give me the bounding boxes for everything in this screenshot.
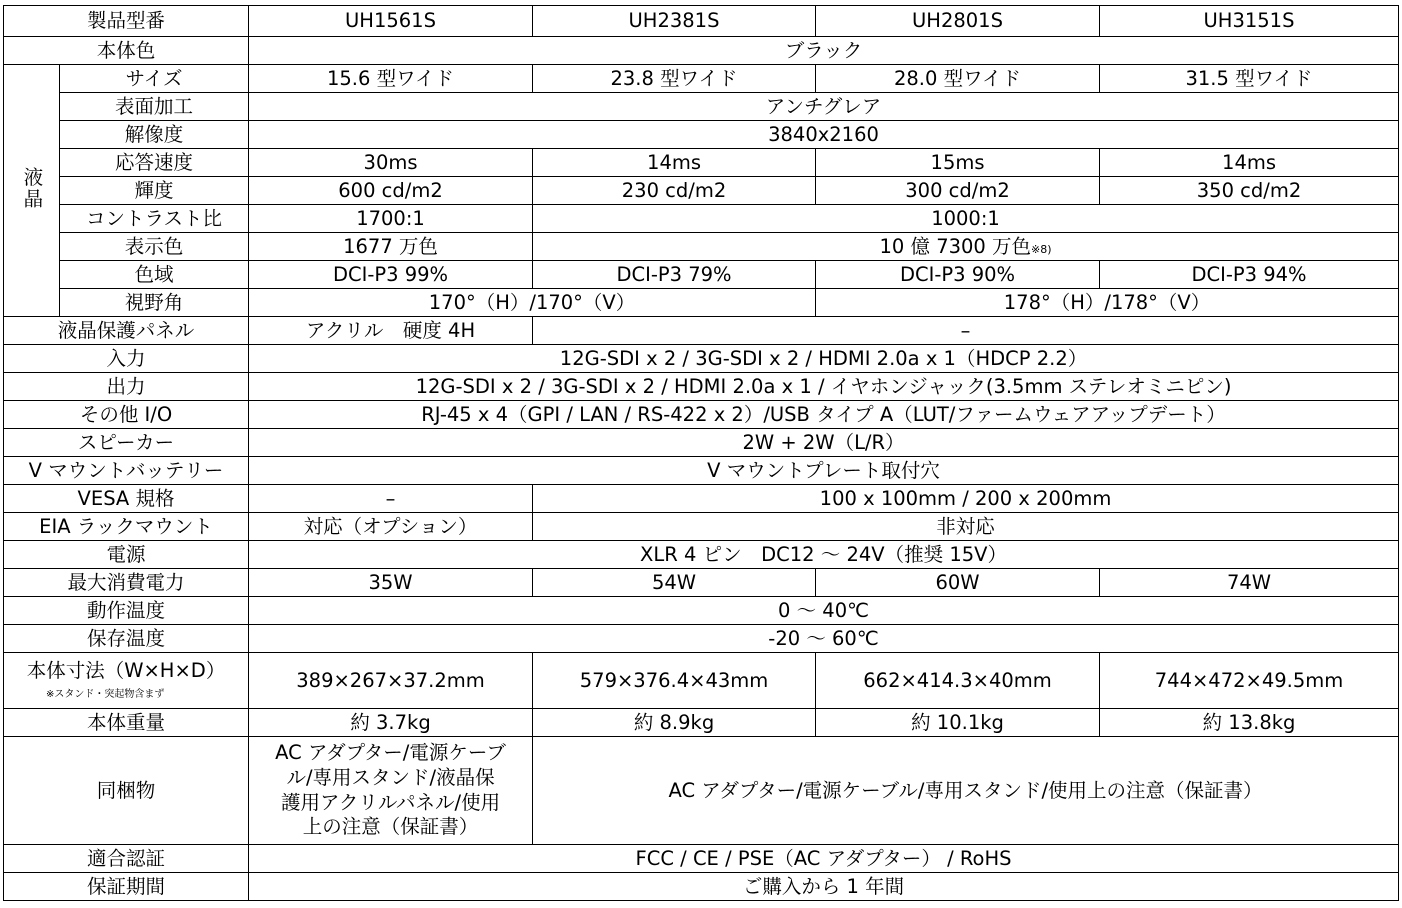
row-bundled xyxy=(4,737,1399,845)
row-resolution xyxy=(4,121,1399,149)
label-response: 応答速度 xyxy=(60,149,249,177)
model-1: UH1561S xyxy=(249,6,533,37)
label-other-io: その他 I/O xyxy=(4,401,249,429)
bundled-line-2: ル/専用スタンド/液晶保 xyxy=(286,765,495,789)
label-resolution: 解像度 xyxy=(60,121,249,149)
value-response-1: 30ms xyxy=(249,149,533,177)
value-size-1: 15.6 型ワイド xyxy=(249,65,533,93)
value-weight-4: 約 13.8kg xyxy=(1100,709,1399,737)
label-gamut: 色域 xyxy=(60,261,249,289)
value-bundled-2: AC アダプター/電源ケーブル/専用スタンド/使用上の注意（保証書） xyxy=(533,737,1399,845)
header-row xyxy=(4,6,1399,37)
value-bundled-1 xyxy=(249,737,533,845)
value-eia-2: 非対応 xyxy=(533,513,1399,541)
value-gamut-2: DCI-P3 79% xyxy=(533,261,816,289)
value-color: ブラック xyxy=(249,37,1399,65)
row-storage-temp xyxy=(4,625,1399,653)
value-gamut-4: DCI-P3 94% xyxy=(1100,261,1399,289)
row-surface xyxy=(4,93,1399,121)
row-weight xyxy=(4,709,1399,737)
value-output: 12G-SDI x 2 / 3G-SDI x 2 / HDMI 2.0a x 1 / イヤホンジャック(3.5mm ステレオミニピン) xyxy=(249,373,1399,401)
value-protect-panel-2: – xyxy=(533,317,1399,345)
value-gamut-3: DCI-P3 90% xyxy=(816,261,1100,289)
value-resolution: 3840x2160 xyxy=(249,121,1399,149)
row-color xyxy=(4,37,1399,65)
value-response-2: 14ms xyxy=(533,149,816,177)
value-display-colors-2 xyxy=(533,233,1399,261)
value-other-io: RJ-45 x 4（GPI / LAN / RS-422 x 2）/USB タイプ A（LUT/ファームウェアアップデート） xyxy=(249,401,1399,429)
row-op-temp xyxy=(4,597,1399,625)
value-max-power-2: 54W xyxy=(533,569,816,597)
value-size-2: 23.8 型ワイド xyxy=(533,65,816,93)
row-size xyxy=(4,65,1399,93)
value-vesa-1: – xyxy=(249,485,533,513)
value-brightness-4: 350 cd/m2 xyxy=(1100,177,1399,205)
spec-table xyxy=(3,5,1399,901)
bundled-line-3: 護用アクリルパネル/使用 xyxy=(280,790,501,814)
row-certification xyxy=(4,845,1399,873)
display-colors-text: 10 億 7300 万色 xyxy=(879,234,1032,258)
label-color: 本体色 xyxy=(4,37,249,65)
value-weight-1: 約 3.7kg xyxy=(249,709,533,737)
value-weight-3: 約 10.1kg xyxy=(816,709,1100,737)
row-max-power xyxy=(4,569,1399,597)
value-protect-panel-1: アクリル 硬度 4H xyxy=(249,317,533,345)
header-label: 製品型番 xyxy=(4,6,249,37)
value-vesa-2: 100 x 100mm / 200 x 200mm xyxy=(533,485,1399,513)
row-vesa xyxy=(4,485,1399,513)
label-warranty: 保証期間 xyxy=(4,873,249,901)
bundled-line-4: 上の注意（保証書） xyxy=(302,815,479,839)
row-warranty xyxy=(4,873,1399,901)
label-speaker: スピーカー xyxy=(4,429,249,457)
value-response-4: 14ms xyxy=(1100,149,1399,177)
bundled-line-1: AC アダプター/電源ケーブ xyxy=(275,741,506,765)
row-input xyxy=(4,345,1399,373)
row-power xyxy=(4,541,1399,569)
row-protect-panel xyxy=(4,317,1399,345)
value-contrast-1: 1700:1 xyxy=(249,205,533,233)
value-max-power-1: 35W xyxy=(249,569,533,597)
value-size-4: 31.5 型ワイド xyxy=(1100,65,1399,93)
value-response-3: 15ms xyxy=(816,149,1100,177)
label-protect-panel: 液晶保護パネル xyxy=(4,317,249,345)
dimensions-note: ※スタンド・突起物含まず xyxy=(46,688,165,700)
value-display-colors-1: 1677 万色 xyxy=(249,233,533,261)
label-contrast: コントラスト比 xyxy=(60,205,249,233)
value-eia-1: 対応（オプション） xyxy=(249,513,533,541)
row-other-io xyxy=(4,401,1399,429)
label-viewing-angle: 視野角 xyxy=(60,289,249,317)
value-v-mount: V マウントプレート取付穴 xyxy=(249,457,1399,485)
value-power: XLR 4 ピン DC12 ～ 24V（推奨 15V） xyxy=(249,541,1399,569)
value-gamut-1: DCI-P3 99% xyxy=(249,261,533,289)
label-input: 入力 xyxy=(4,345,249,373)
value-dimensions-2: 579×376.4×43mm xyxy=(533,653,816,709)
model-3: UH2801S xyxy=(816,6,1100,37)
row-speaker xyxy=(4,429,1399,457)
row-v-mount xyxy=(4,457,1399,485)
row-brightness xyxy=(4,177,1399,205)
label-weight: 本体重量 xyxy=(4,709,249,737)
row-eia xyxy=(4,513,1399,541)
label-op-temp: 動作温度 xyxy=(4,597,249,625)
label-power: 電源 xyxy=(4,541,249,569)
lcd-category-label: 液晶 xyxy=(20,166,44,210)
value-warranty: ご購入から 1 年間 xyxy=(249,873,1399,901)
value-dimensions-3: 662×414.3×40mm xyxy=(816,653,1100,709)
value-contrast-2: 1000:1 xyxy=(533,205,1399,233)
label-certification: 適合認証 xyxy=(4,845,249,873)
value-speaker: 2W + 2W（L/R） xyxy=(249,429,1399,457)
value-max-power-3: 60W xyxy=(816,569,1100,597)
label-max-power: 最大消費電力 xyxy=(4,569,249,597)
value-brightness-2: 230 cd/m2 xyxy=(533,177,816,205)
label-brightness: 輝度 xyxy=(60,177,249,205)
model-2: UH2381S xyxy=(533,6,816,37)
label-v-mount: V マウントバッテリー xyxy=(4,457,249,485)
value-surface: アンチグレア xyxy=(249,93,1399,121)
model-4: UH3151S xyxy=(1100,6,1399,37)
row-contrast xyxy=(4,205,1399,233)
display-colors-note: ※8) xyxy=(1031,242,1052,256)
value-dimensions-1: 389×267×37.2mm xyxy=(249,653,533,709)
value-brightness-3: 300 cd/m2 xyxy=(816,177,1100,205)
lcd-category xyxy=(4,65,60,317)
dimensions-label-text: 本体寸法（W×H×D） xyxy=(26,659,226,683)
label-dimensions xyxy=(4,653,249,709)
value-viewing-angle-2: 178°（H）/178°（V） xyxy=(816,289,1399,317)
value-max-power-4: 74W xyxy=(1100,569,1399,597)
label-size: サイズ xyxy=(60,65,249,93)
value-certification: FCC / CE / PSE（AC アダプター） / RoHS xyxy=(249,845,1399,873)
row-display-colors xyxy=(4,233,1399,261)
label-storage-temp: 保存温度 xyxy=(4,625,249,653)
value-input: 12G-SDI x 2 / 3G-SDI x 2 / HDMI 2.0a x 1（HDCP 2.2） xyxy=(249,345,1399,373)
label-display-colors: 表示色 xyxy=(60,233,249,261)
row-response xyxy=(4,149,1399,177)
row-viewing-angle xyxy=(4,289,1399,317)
value-op-temp: 0 ～ 40℃ xyxy=(249,597,1399,625)
value-brightness-1: 600 cd/m2 xyxy=(249,177,533,205)
value-storage-temp: -20 ～ 60℃ xyxy=(249,625,1399,653)
label-vesa: VESA 規格 xyxy=(4,485,249,513)
value-weight-2: 約 8.9kg xyxy=(533,709,816,737)
label-surface: 表面加工 xyxy=(60,93,249,121)
label-bundled: 同梱物 xyxy=(4,737,249,845)
value-viewing-angle-1: 170°（H）/170°（V） xyxy=(249,289,816,317)
row-dimensions xyxy=(4,653,1399,709)
value-size-3: 28.0 型ワイド xyxy=(816,65,1100,93)
row-output xyxy=(4,373,1399,401)
label-eia: EIA ラックマウント xyxy=(4,513,249,541)
label-output: 出力 xyxy=(4,373,249,401)
value-dimensions-4: 744×472×49.5mm xyxy=(1100,653,1399,709)
row-gamut xyxy=(4,261,1399,289)
